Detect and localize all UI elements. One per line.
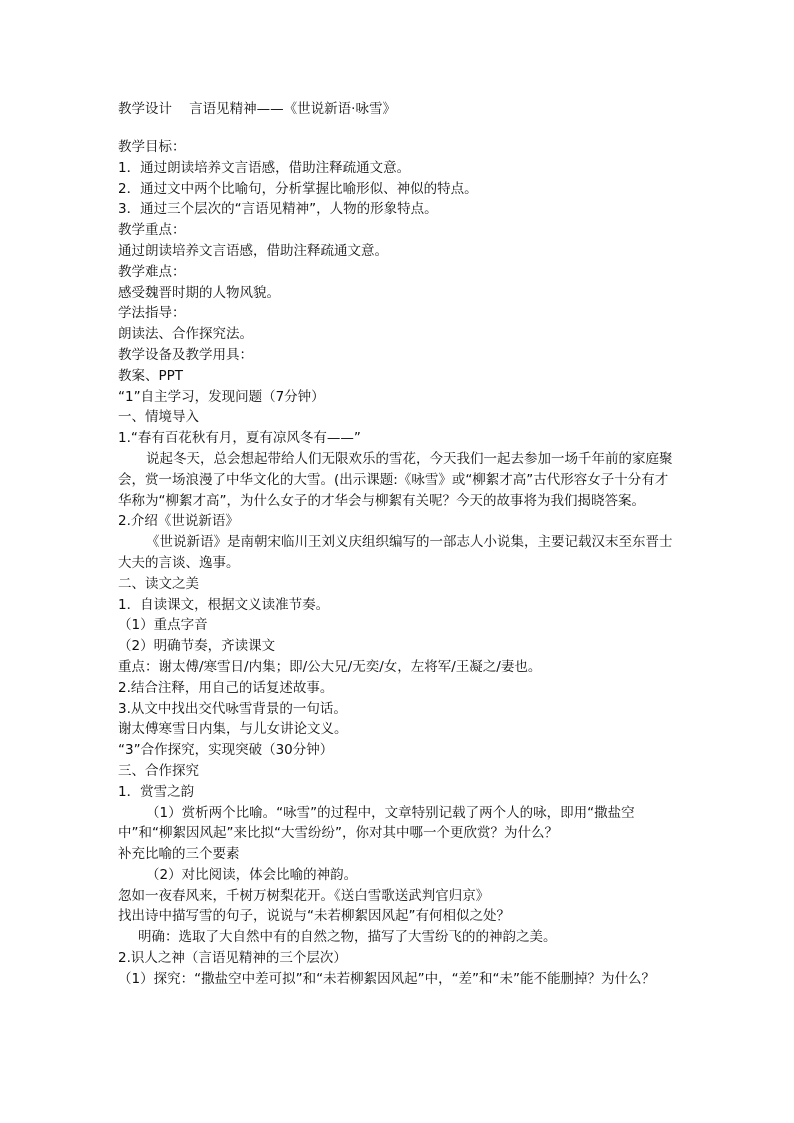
heading-equipment: 教学设备及教学用具： (118, 346, 253, 363)
objective-1: 1．通过朗读培养文言语感，借助注释疏通文意。 (118, 159, 411, 176)
item-2-3: 3.从文中找出交代咏雪背景的一句话。 (118, 700, 347, 717)
item-1-1: 1.“春有百花秋有月，夏有凉风冬有——” (118, 430, 361, 447)
section-1-heading: 一、情境导入 (118, 409, 199, 426)
rhythm-key-points: 重点：谢太傅/寒雪日/内集；即/公大兄/无奕/女，左将军/王凝之/妻也。 (118, 658, 542, 675)
book-intro-paragraph: 《世说新语》是南朝宋临川王刘义庆组织编写的一部志人小说集，主要记载汉末至东晋士大夫的言谈、逸事。 (118, 534, 673, 571)
background-sentence: 谢太傅寒雪日内集，与儿女讲论文义。 (118, 721, 348, 738)
item-3-2-1: （1）探究：“撒盐空中差可拟”和“未若柳絮因风起”中，“差”和“未”能不能删掉？为什么？ (118, 970, 656, 987)
metaphor-elements: 补充比喻的三个要素 (118, 846, 240, 863)
heading-difficulties: 教学难点： (118, 263, 186, 280)
objective-2: 2．通过文中两个比喻句，分析掌握比喻形似、神似的特点。 (118, 180, 478, 197)
poem-question: 找出诗中描写雪的句子，说说与“未若柳絮因风起”有何相似之处？ (118, 908, 510, 925)
heading-objectives: 教学目标： (118, 139, 186, 155)
poem-line: 忽如一夜春风来，千树万树梨花开。《送白雪歌送武判官归京》 (118, 887, 490, 904)
item-2-1-1: （1）重点字音 (118, 617, 208, 634)
objective-3: 3．通过三个层次的“言语见精神”，人物的形象特点。 (118, 201, 438, 218)
item-1-2: 2.介绍《世说新语》 (118, 513, 239, 530)
intro-paragraph: 说起冬天，总会想起带给人们无限欢乐的雪花，今天我们一起去参加一场千年前的家庭聚会，赏一场浪漫了中华文化的大雪。(出示课题:《咏雪》或“柳絮才高”古代形容女子十分有才华称为“柳絮才高”，为什么女子的才华会与柳絮有关呢？今天的故事将为我们揭晓答案。 (118, 450, 673, 509)
section-self-study: “1”自主学习，发现问题（7分钟） (118, 388, 325, 405)
document-title: 教学设计 言语见精神——《世说新语·咏雪》 (118, 101, 396, 117)
poem-answer: 明确：选取了大自然中有的自然之物，描写了大雪纷飞的的神韵之美。 (138, 929, 557, 946)
difficulties-text: 感受魏晋时期的人物风貌。 (118, 284, 280, 301)
metaphor-analysis: （1）赏析两个比喻。“咏雪”的过程中，文章特别记载了两个人的咏，即用“撒盐空中”和“柳絮因风起”来比拟“大雪纷纷”，你对其中哪一个更欣赏？为什么？ (118, 804, 635, 842)
comparative-reading: （2）对比阅读，体会比喻的神韵。 (146, 866, 358, 883)
key-points-text: 通过朗读培养文言语感，借助注释疏通文意。 (118, 242, 388, 259)
section-3-heading: 三、合作探究 (118, 762, 199, 779)
item-2-2: 2.结合注释，用自己的话复述故事。 (118, 679, 334, 696)
item-3-2: 2.识人之神（言语见精神的三个层次） (118, 950, 347, 967)
section-cooperative: “3”合作探究，实现突破（30分钟） (118, 742, 334, 759)
section-2-heading: 二、读文之美 (118, 575, 199, 592)
heading-key-points: 教学重点： (118, 222, 186, 239)
heading-method: 学法指导： (118, 305, 186, 322)
item-2-1-2: （2）明确节奏，齐读课文 (118, 638, 276, 655)
document-body (118, 137, 678, 990)
equipment-text: 教案、PPT (118, 367, 184, 384)
item-2-1: 1．自读课文，根据文义读准节奏。 (118, 596, 330, 613)
item-3-1: 1．赏雪之韵 (118, 783, 195, 800)
method-text: 朗读法、合作探究法。 (118, 326, 253, 343)
